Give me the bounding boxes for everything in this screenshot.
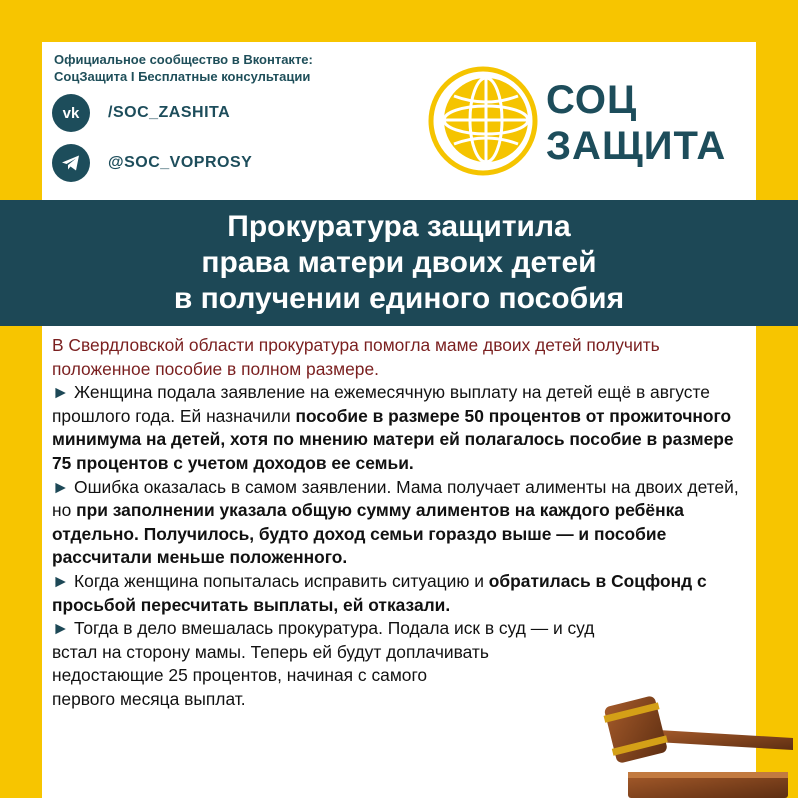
paragraph-3-text: Когда женщина попыталась исправить ситуацию и	[69, 570, 489, 591]
telegram-icon	[52, 144, 90, 182]
article-intro: В Свердловской области прокуратура помогла маме двоих детей получить положенное пособие в полном размере.	[52, 335, 660, 379]
headline-banner	[0, 200, 798, 326]
paragraph-1-bold: пособие в размере 50 процентов от прожиточного минимума на детей, хотя по мнению матери ей полагалось пособие в размере 75 процентов с учетом доходов ее семьи.	[52, 405, 734, 473]
paragraph-4-line-3: недостающие 25 процентов, начиная с самого	[52, 665, 428, 686]
vk-link[interactable]	[52, 94, 230, 132]
logo-text-line1: СОЦ	[546, 78, 638, 122]
headline-line-2: права матери двоих детей	[201, 246, 597, 279]
paragraph-3-bold: обратилась в Соцфонд с просьбой пересчитать выплаты, ей отказали.	[52, 570, 707, 615]
community-line-2: СоцЗащита I Бесплатные консультации	[54, 69, 311, 84]
bullet-arrow-icon: ►	[52, 618, 70, 639]
logo	[428, 62, 728, 186]
paragraph-1-text: Женщина подала заявление на ежемесячную выплату на детей ещё в августе прошлого года. Ей назначили	[52, 382, 710, 426]
vk-icon	[52, 94, 90, 132]
paragraph-2-text: Ошибка оказалась в самом заявлении. Мама получает алименты на двоих детей, но	[52, 476, 739, 521]
paragraph-2-bold: при заполнении указала общую сумму алиментов на каждого ребёнка отдельно. Получилось, будто доход семьи гораздо выше — и пособие рассчитали меньше положенного.	[52, 500, 684, 568]
article-paragraph-3	[52, 570, 752, 617]
header-card	[42, 42, 756, 200]
article-paragraph-1	[52, 381, 752, 475]
bullet-arrow-icon: ►	[52, 382, 70, 403]
logo-text-line2: ЗАЩИТА	[546, 124, 727, 168]
paragraph-4-line-1: Тогда в дело вмешалась прокуратура. Подала иск в суд — и суд	[69, 618, 595, 639]
gavel-icon	[598, 690, 798, 798]
headline-line-1: Прокуратура защитила	[227, 210, 571, 243]
paragraph-4-line-4: первого месяца выплат.	[52, 688, 246, 709]
paragraph-4-line-2: встал на сторону мамы. Теперь ей будут доплачивать	[52, 641, 489, 662]
telegram-handle: @SOC_VOPROSY	[108, 154, 253, 171]
bullet-arrow-icon: ►	[52, 476, 70, 497]
bullet-arrow-icon: ►	[52, 570, 70, 591]
svg-text:vk: vk	[62, 105, 80, 122]
article-paragraph-2	[52, 476, 752, 570]
telegram-link[interactable]	[52, 144, 252, 182]
community-line-1: Официальное сообщество в Вконтакте:	[54, 52, 313, 67]
article-body	[52, 334, 752, 712]
globe-logo-icon	[428, 66, 538, 176]
vk-handle: /SOC_ZASHITA	[108, 104, 231, 121]
headline-line-3: в получении единого пособия	[173, 282, 625, 315]
